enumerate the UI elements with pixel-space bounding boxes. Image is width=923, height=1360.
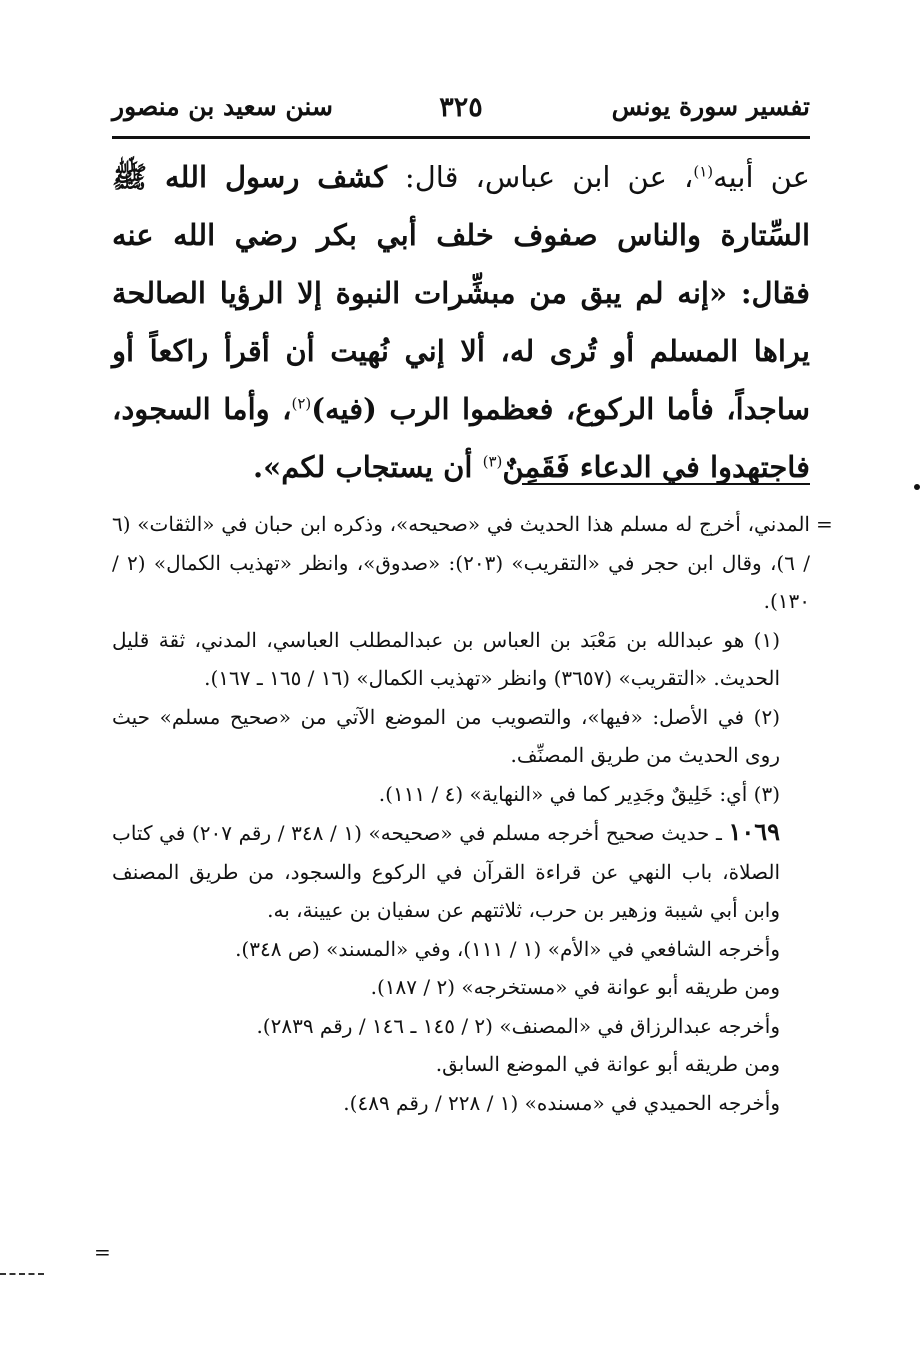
source-line-3: وأخرجه عبدالرزاق في «المصنف» (٢ / ١٤٥ ـ ١٤٦ / رقم ٢٨٣٩). (256, 1013, 780, 1038)
footnote-1: (١) هو عبدالله بن مَعْبَد بن العباس بن عبدالمطلب العباسي، المدني، ثقة قليل الحديث. «التقريب» (٣٦٥٧) وانظر «تهذيب الكمال» (١٦ / ١٦٥ ـ ١٦٧). (112, 627, 780, 690)
chain-lead: عن أبيه (713, 160, 810, 194)
hadith-text (112, 148, 810, 496)
source-line-5: وأخرجه الحميدي في «مسنده» (١ / ٢٢٨ / رقم ٤٨٩). (343, 1090, 780, 1115)
hadith-body-1: كشف رسول الله ﷺ السِّتارة والناس صفوف خلف أبي بكر رضي الله عنه فقال: «إنه لم يبق من مبشِّرات النبوة إلا الرؤيا الصالحة يراها المسلم أو تُرى له، ألا إني نُهيت أن أقرأ راكعاً أو ساجداً، فأما الركوع، فعظموا الرب (فيه) (112, 160, 810, 426)
hadith-1069-text: ـ حديث صحيح أخرجه مسلم في «صحيحه» (١ / ٣٤٨ / رقم ٢٠٧) في كتاب الصلاة، باب النهي عن قراءة القرآن في الركوع والسجود، من طريق المصنف وابن أبي شيبة وزهير بن حرب، ثلاثتهم عن سفيان بن عيينة، به. (112, 821, 780, 922)
running-header (112, 86, 810, 134)
hadith-paragraph (112, 148, 810, 496)
hadith-body-3: أن يستجاب لكم». (253, 450, 473, 484)
hadith-body-2: ، وأما السجود، فاجتهدوا في الدعاء فَقَمِنٌ (112, 392, 810, 484)
chapter-title: تفسير سورة يونس (611, 92, 810, 121)
footnote-continued: المدني، أخرج له مسلم هذا الحديث في «صحيحه»، وذكره ابن حبان في «الثقات» (٦ / ٦)، وقال ابن حجر في «التقريب» (٢٠٣): «صدوق»، وانظر «تهذيب الكمال» (٢ / ١٣٠). (112, 512, 810, 613)
footnote-3: (٣) أي: خَلِيقٌ وجَدِير كما في «النهاية» (٤ / ١١١). (378, 781, 780, 806)
page-number: ٣٢٥ (439, 92, 483, 123)
footnote-ref-1: (١) (693, 162, 714, 181)
footnote-ref-3: (٣) (482, 452, 503, 471)
book-title: سنن سعيد بن منصور (112, 92, 333, 121)
source-line-4: ومن طريقه أبو عوانة في الموضع السابق. (435, 1052, 780, 1076)
continuation-marker: = (816, 512, 833, 536)
header-rule (112, 136, 810, 139)
source-line-2: ومن طريقه أبو عوانة في «مستخرجه» (٢ / ١٨٧). (370, 975, 780, 999)
hadith-1069-note (112, 813, 810, 930)
chain-text: ، عن ابن عباس، قال: (404, 160, 694, 194)
footnotes (112, 505, 810, 1122)
source-line-1: وأخرجه الشافعي في «الأم» (١ / ١١١)، وفي «المسند» (ص ٣٤٨). (235, 936, 780, 961)
footnote-ref-2: (٢) (291, 394, 312, 413)
hadith-number: ١٠٦٩ (728, 817, 781, 846)
scan-artifact (0, 1273, 44, 1275)
scan-mark (914, 484, 920, 490)
footnote-2: (٢) في الأصل: «فيها»، والتصويب من الموضع الآتي من «صحيح مسلم» حيث روى الحديث من طريق المصنِّف. (112, 704, 780, 767)
footnote-rule (522, 483, 810, 485)
continuation-marker-bottom: = (94, 1240, 111, 1264)
